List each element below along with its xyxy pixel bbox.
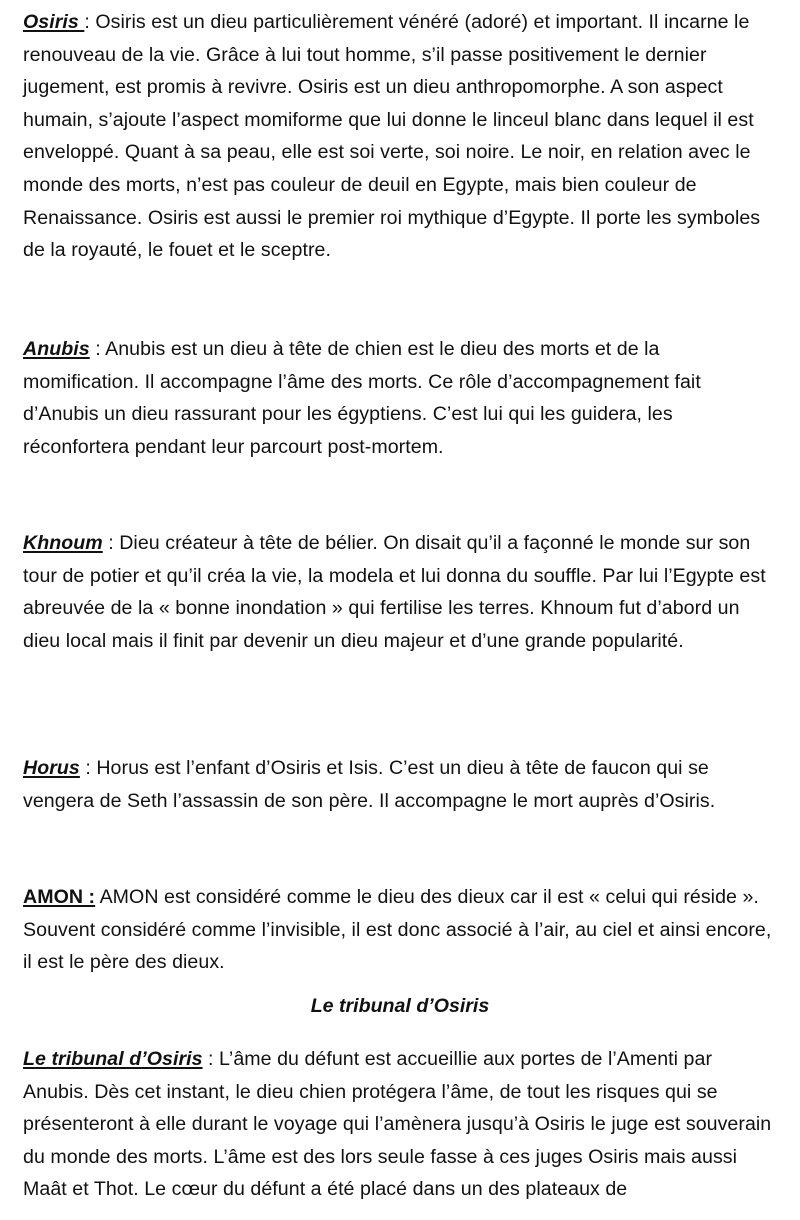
anubis-paragraph bbox=[23, 333, 775, 463]
horus-term: Horus bbox=[23, 757, 80, 779]
tribunal-paragraph bbox=[23, 1043, 775, 1206]
khnoum-term: Khnoum bbox=[23, 532, 103, 554]
amon-text: AMON est considéré comme le dieu des dieux car il est « celui qui réside ». Souvent considéré comme l’invisible, il est donc associé à l’air, au ciel et ainsi encore, il est le père des dieux. bbox=[23, 886, 772, 974]
horus-separator: : bbox=[79, 757, 97, 779]
horus-text: Horus est l’enfant d’Osiris et Isis. C’est un dieu à tête de faucon qui se vengera de Seth l’assassin de son père. Il accompagne le mort auprès d’Osiris. bbox=[23, 757, 716, 812]
amon-paragraph bbox=[23, 881, 775, 979]
amon-term: AMON : bbox=[23, 886, 96, 908]
osiris-paragraph bbox=[23, 6, 775, 267]
osiris-term: Osiris bbox=[23, 11, 85, 33]
osiris-text: Osiris est un dieu particulièrement vénéré (adoré) et important. Il incarne le renouveau de la vie. Grâce à lui tout homme, s’il passe positivement le dernier jugement, est promis à revivre. Osiris est un dieu anthropomorphe. A son aspect humain, s’ajoute l’aspect momiforme que lui donne le linceul blanc dans lequel il est enveloppé. Quant à sa peau, elle est soi verte, soi noire. Le noir, en relation avec le monde des morts, n’est pas couleur de deuil en Egypte, mais bien couleur de Renaissance. Osiris est aussi le premier roi mythique d’Egypte. Il porte les symboles de la royauté, le fouet et le sceptre. bbox=[23, 11, 761, 262]
horus-paragraph bbox=[23, 752, 775, 817]
tribunal-separator: : bbox=[202, 1048, 220, 1070]
tribunal-term: Le tribunal d’Osiris bbox=[23, 1048, 203, 1070]
section-title: Le tribunal d’Osiris bbox=[310, 995, 490, 1017]
anubis-text: Anubis est un dieu à tête de chien est le dieu des morts et de la momification. Il accompagne l’âme des morts. Ce rôle d’accompagnement fait d’Anubis un dieu rassurant pour les égyptiens. C’est lui qui les guidera, les réconfortera pendant leur parcourt post-mortem. bbox=[23, 338, 701, 458]
khnoum-paragraph bbox=[23, 527, 775, 657]
tribunal-text: L’âme du défunt est accueillie aux portes de l’Amenti par Anubis. Dès cet instant, le dieu chien protégera l’âme, de tout les risques qui se présenteront à elle durant le voyage qui l’amènera jusqu’à Osiris le juge est souverain du monde des morts. L’âme est des lors seule fasse à ces juges Osiris mais aussi Maât et Thot. Le cœur du défunt a été placé dans un des plateaux de bbox=[23, 1048, 772, 1201]
anubis-separator: : bbox=[89, 338, 106, 360]
khnoum-separator: : bbox=[102, 532, 120, 554]
khnoum-text: Dieu créateur à tête de bélier. On disait qu’il a façonné le monde sur son tour de potier et qu’il créa la vie, la modela et lui donna du souffle. Par lui l’Egypte est abreuvée de la « bonne inondation » qui fertilise les terres. Khnoum fut d’abord un dieu local mais il finit par devenir un dieu majeur et d’une grande popularité. bbox=[23, 532, 766, 652]
osiris-separator: : bbox=[84, 11, 96, 33]
anubis-term: Anubis bbox=[23, 338, 90, 360]
